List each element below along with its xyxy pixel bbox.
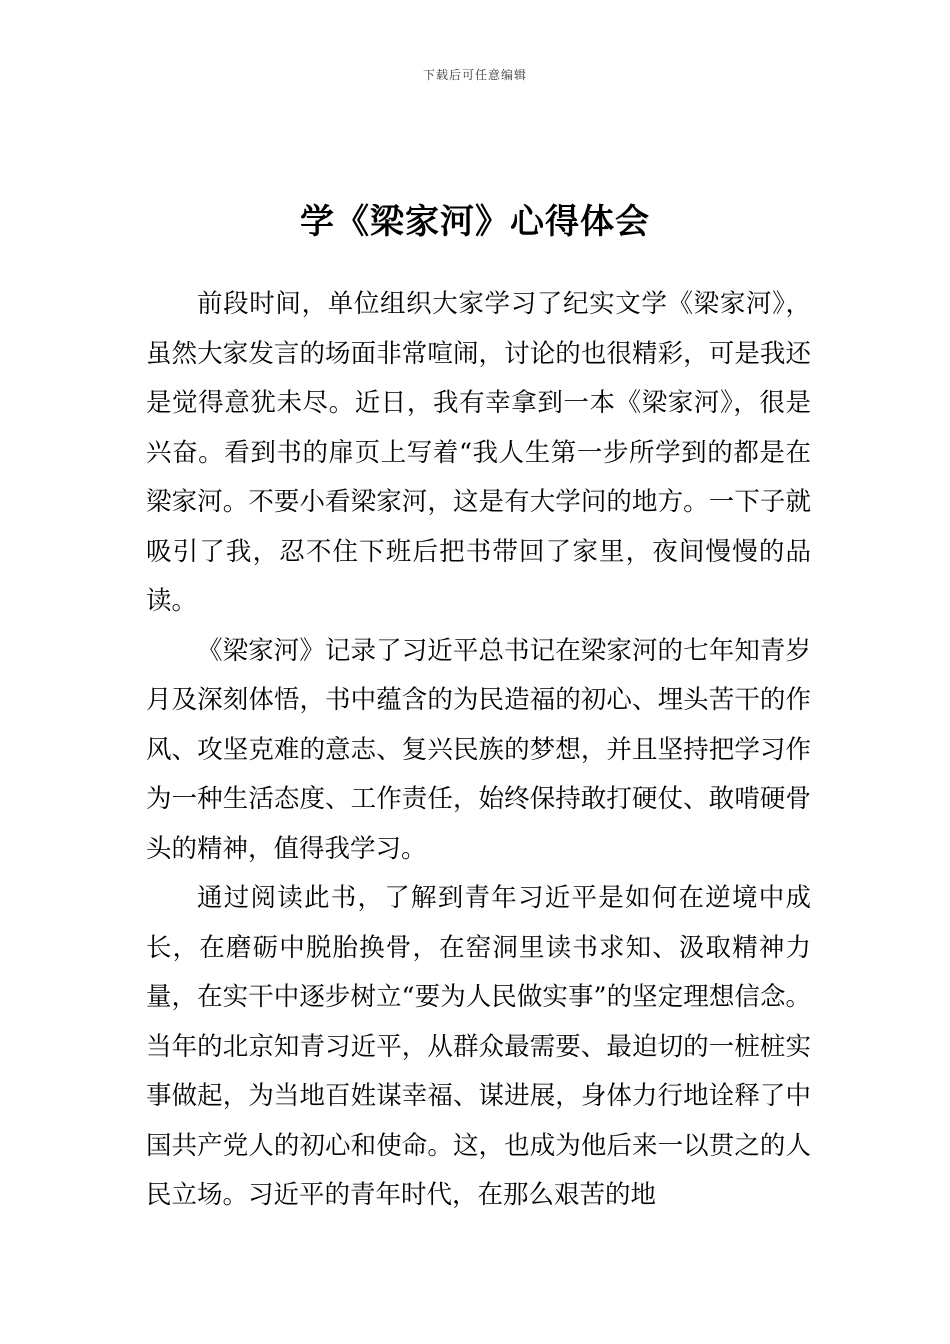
paragraph: 《梁家河》记录了习近平总书记在梁家河的七年知青岁月及深刻体悟，书中蕴含的为民造福的初心、埋头苦干的作风、攻坚克难的意志、复兴民族的梦想，并且坚持把学习作为一种生活态度、工作责任，始终保持敢打硬仗、敢啃硬骨头的精神，值得我学习。 <box>146 635 811 864</box>
document-title: 学《梁家河》心得体会 <box>300 201 650 242</box>
header-note: 下载后可任意编辑 <box>422 68 527 82</box>
paragraph: 通过阅读此书，了解到青年习近平是如何在逆境中成长，在磨砺中脱胎换骨，在窑洞里读书求知、汲取精神力量，在实干中逐步树立“要为人民做实事”的坚定理想信念。当年的北京知青习近平，从群众最需要、最迫切的一桩桩实事做起，为当地百姓谋幸福、谋进展，身体力行地诠释了中国共产党人的初心和使命。这，也成为他后来一以贯之的人民立场。习近平的青年时代，在那么艰苦的地 <box>146 883 811 1210</box>
paragraph: 前段时间，单位组织大家学习了纪实文学《梁家河》，虽然大家发言的场面非常喧闹，讨论的也很精彩，可是我还是觉得意犹未尽。近日，我有幸拿到一本《梁家河》，很是兴奋。看到书的扉页上写着“我人生第一步所学到的都是在梁家河。不要小看梁家河，这是有大学问的地方。一下子就吸引了我，忍不住下班后把书带回了家里，夜间慢慢的品读。 <box>146 289 811 616</box>
document-body <box>146 280 811 1221</box>
